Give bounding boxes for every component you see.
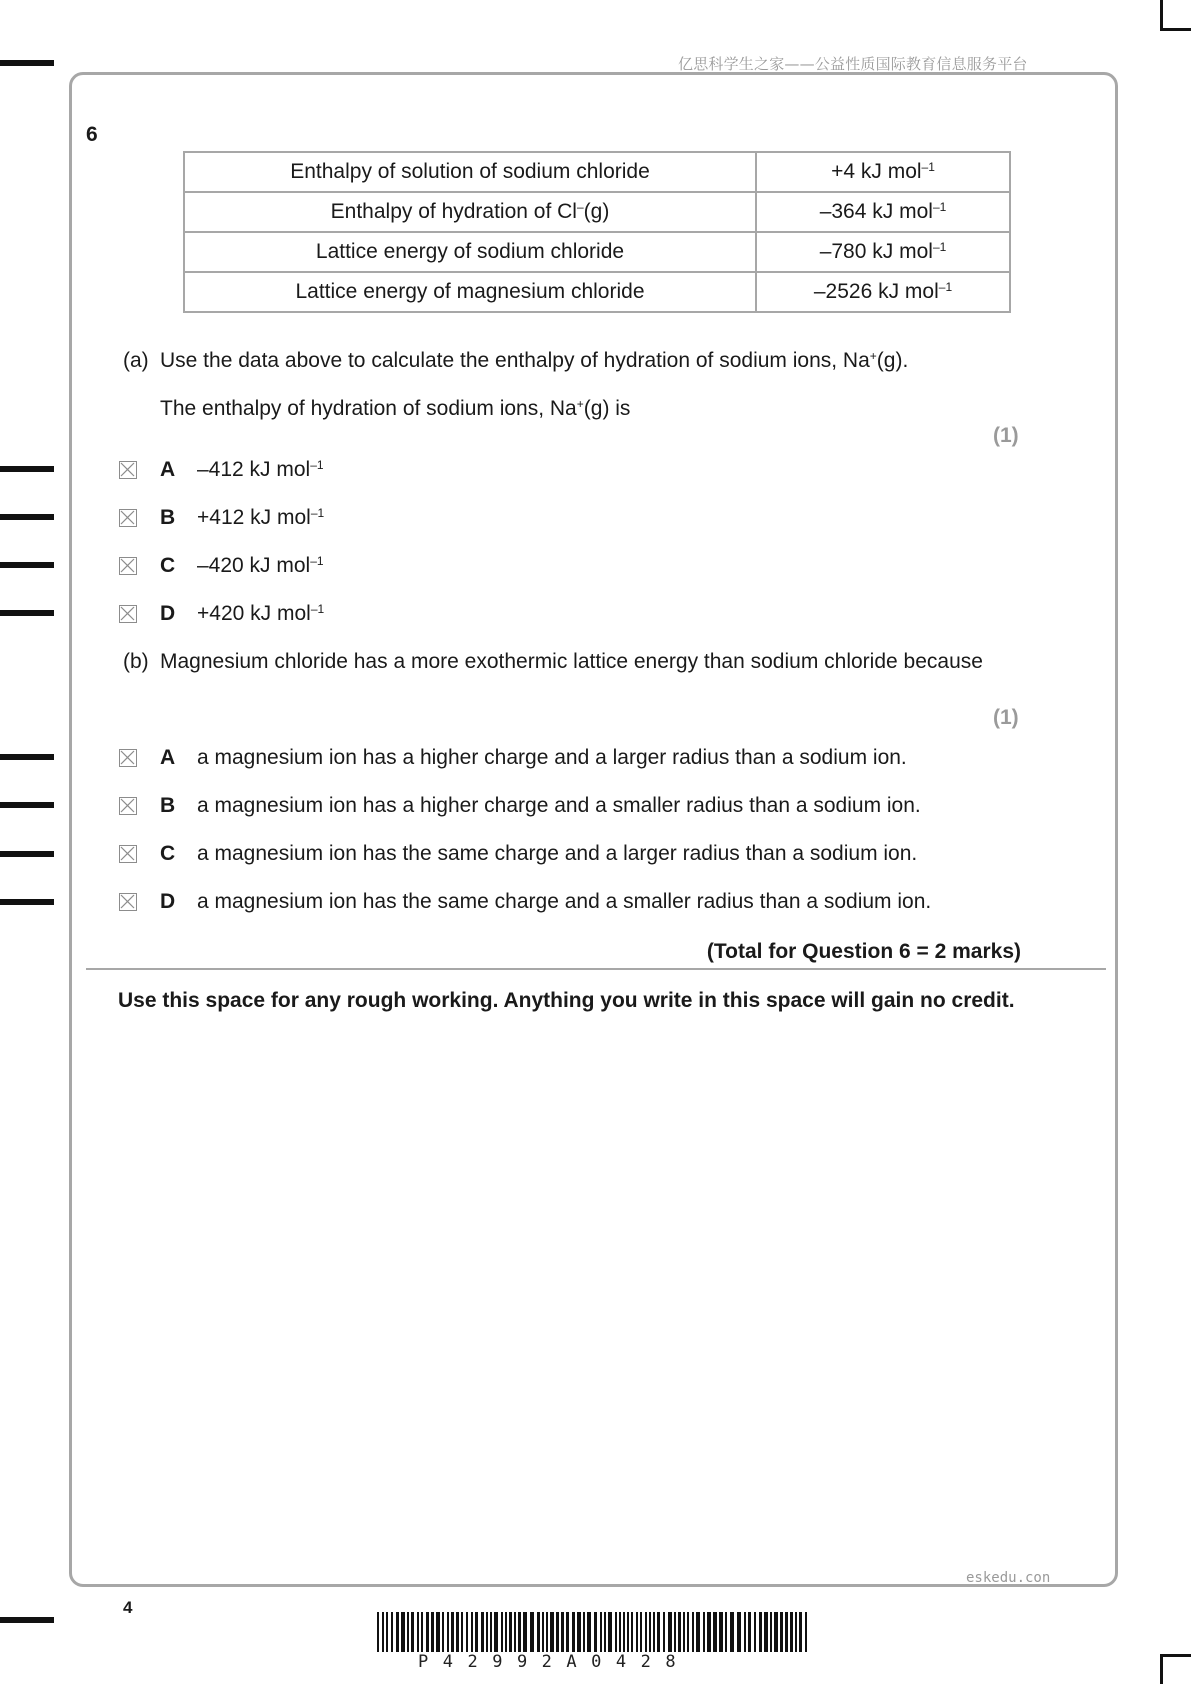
table-cell-label: Enthalpy of hydration of Cl–(g) [184,192,756,232]
barcode-bar [391,1612,393,1652]
barcode-bar [447,1612,449,1652]
barcode-bar [615,1612,617,1652]
barcode-bar [795,1612,797,1652]
answer-checkbox[interactable] [119,509,137,527]
table-cell-value: –780 kJ mol$^{-1}$ [756,232,1010,272]
margin-mark [0,610,54,616]
barcode-bar [730,1612,734,1652]
barcode-bar [707,1612,711,1652]
barcode-bar [623,1612,625,1652]
crop-mark [1160,28,1191,31]
table-cell-label: Enthalpy of solution of sodium chloride [184,152,756,192]
table-cell-label: Lattice energy of magnesium chloride [184,272,756,312]
barcode-bar [594,1612,597,1652]
barcode-bar [692,1612,694,1652]
barcode-bar [649,1612,651,1652]
barcode-bar [514,1612,516,1652]
table-row [184,272,1010,312]
barcode-bar [401,1612,405,1652]
barcode-bar [640,1612,642,1652]
barcode-bar [481,1612,484,1652]
barcode-bar [674,1612,676,1652]
barcode-text: P42992A0428 [418,1652,691,1672]
barcode-bar [725,1612,727,1652]
crop-mark [1160,1654,1191,1657]
option-letter: C [160,554,176,577]
option-letter: A [160,458,176,481]
question-total: (Total for Question 6 = 2 marks) [706,940,1021,963]
barcode-bar [561,1612,564,1652]
barcode-bar [523,1612,527,1652]
barcode-bar [537,1612,540,1652]
margin-mark [0,60,54,66]
option-letter: D [160,890,176,913]
barcode-bar [407,1612,409,1652]
barcode-bar [442,1612,444,1652]
barcode-bar [678,1612,681,1652]
barcode-bar [770,1612,772,1652]
barcode-bar [490,1612,492,1652]
option-letter: A [160,746,176,769]
part-a-stem [123,347,1023,375]
option-letter: D [160,602,176,625]
option-text: +412 kJ mol$^{-1}$ [197,506,325,529]
barcode-bar [421,1612,423,1652]
barcode-bar [542,1612,544,1652]
barcode-bar [494,1612,498,1652]
table-row [184,192,1010,232]
barcode-bar [431,1612,434,1652]
option-text: a magnesium ion has the same charge and a smaller radius than a sodium ion. [197,890,932,913]
barcode-bar [509,1612,512,1652]
barcode-bar [466,1612,468,1652]
barcode-bar [799,1612,802,1652]
barcode-bar [501,1612,503,1652]
answer-checkbox[interactable] [119,893,137,911]
part-a-marks: (1) [993,424,1019,447]
barcode-bar [475,1612,478,1652]
table-row [184,232,1010,272]
page-number: 4 [123,1598,133,1617]
barcode-bar [382,1612,384,1652]
barcode-bar [780,1612,783,1652]
barcode-bar [377,1612,379,1652]
answer-checkbox[interactable] [119,605,137,623]
divider [86,968,1106,970]
question-number: 6 [86,123,98,146]
part-b-stem [123,648,1023,704]
barcode-bar [456,1612,459,1652]
watermark-header: 亿思科学生之家——公益性质国际教育信息服务平台 [678,55,1028,73]
barcode-bar [550,1612,554,1652]
barcode-bar [505,1612,507,1652]
option-text: +420 kJ mol$^{-1}$ [197,602,325,625]
barcode-bar [687,1612,689,1652]
margin-mark [0,514,54,520]
margin-mark [0,466,54,472]
barcode-bar [663,1612,665,1652]
barcode-bar [386,1612,388,1652]
margin-mark [0,562,54,568]
barcode-bar [774,1612,778,1652]
barcode-bar [657,1612,660,1652]
table-row [184,152,1010,192]
barcode-bar [471,1612,473,1652]
table-cell-value: –2526 kJ mol$^{-1}$ [756,272,1010,312]
crop-mark [1160,1654,1163,1684]
barcode-bar [461,1612,463,1652]
part-a-prompt: The enthalpy of hydration of sodium ions, Na+(g) is [160,397,631,420]
barcode-bar [436,1612,440,1652]
data-table [183,151,1011,313]
barcode-bar [719,1612,723,1652]
barcode-bar [805,1612,807,1652]
barcode-bar [518,1612,521,1652]
barcode-bar [583,1612,585,1652]
table-cell-label: Lattice energy of sodium chloride [184,232,756,272]
barcode-bar [737,1612,741,1652]
part-b-text: Magnesium chloride has a more exothermic lattice energy than sodium chloride because [160,650,983,673]
barcode-bar [604,1612,606,1652]
barcode-bar [417,1612,419,1652]
barcode-bar [653,1612,655,1652]
barcode-bar [754,1612,756,1652]
answer-checkbox[interactable] [119,461,137,479]
barcode-bar [631,1612,633,1652]
barcode-bar [572,1612,575,1652]
barcode-bar [713,1612,717,1652]
part-a-label: (a) [123,349,149,372]
barcode-bar [759,1612,762,1652]
rough-working-instruction: Use this space for any rough working. Anything you write in this space will gain no credit. [118,989,1015,1012]
option-text: a magnesium ion has a higher charge and a smaller radius than a sodium ion. [197,794,921,817]
barcode-bar [619,1612,621,1652]
barcode-bar [790,1612,793,1652]
barcode-bar [683,1612,685,1652]
barcode-bar [546,1612,548,1652]
barcode-bar [587,1612,591,1652]
part-b-label: (b) [123,650,149,673]
barcode-bar [744,1612,746,1652]
barcode-bar [556,1612,559,1652]
answer-checkbox[interactable] [119,557,137,575]
option-text: –412 kJ mol$^{-1}$ [197,458,324,481]
barcode-bar [636,1612,638,1652]
barcode-bar [627,1612,629,1652]
option-letter: C [160,842,176,865]
barcode-bar [696,1612,700,1652]
watermark-footer: eskedu.con [966,1570,1051,1586]
barcode-bar [600,1612,602,1652]
barcode-bar [668,1612,672,1652]
answer-checkbox[interactable] [119,797,137,815]
barcode-bar [703,1612,705,1652]
margin-mark [0,851,54,857]
barcode-bar [451,1612,454,1652]
margin-mark [0,899,54,905]
barcode-bar [566,1612,569,1652]
option-text: a magnesium ion has a higher charge and a larger radius than a sodium ion. [197,746,907,769]
barcode-bar [764,1612,768,1652]
barcode [377,1612,813,1652]
barcode-bar [785,1612,788,1652]
table-cell-value: –364 kJ mol$^{-1}$ [756,192,1010,232]
barcode-bar [577,1612,581,1652]
barcode-bar [411,1612,414,1652]
answer-checkbox[interactable] [119,845,137,863]
option-text: –420 kJ mol$^{-1}$ [197,554,324,577]
crop-mark [1160,0,1163,30]
option-text: a magnesium ion has the same charge and a larger radius than a sodium ion. [197,842,918,865]
barcode-bar [486,1612,488,1652]
barcode-bar [396,1612,399,1652]
part-b-marks: (1) [993,706,1019,729]
barcode-bar [530,1612,534,1652]
option-letter: B [160,506,176,529]
table-cell-value: +4 kJ mol$^{-1}$ [756,152,1010,192]
part-a-text: Use the data above to calculate the enthalpy of hydration of sodium ions, Na+(g). [160,349,909,372]
margin-mark [0,1617,54,1623]
option-letter: B [160,794,176,817]
barcode-bar [426,1612,429,1652]
margin-mark [0,754,54,760]
margin-mark [0,802,54,808]
barcode-bar [748,1612,751,1652]
answer-checkbox[interactable] [119,749,137,767]
barcode-bar [645,1612,647,1652]
barcode-bar [608,1612,612,1652]
